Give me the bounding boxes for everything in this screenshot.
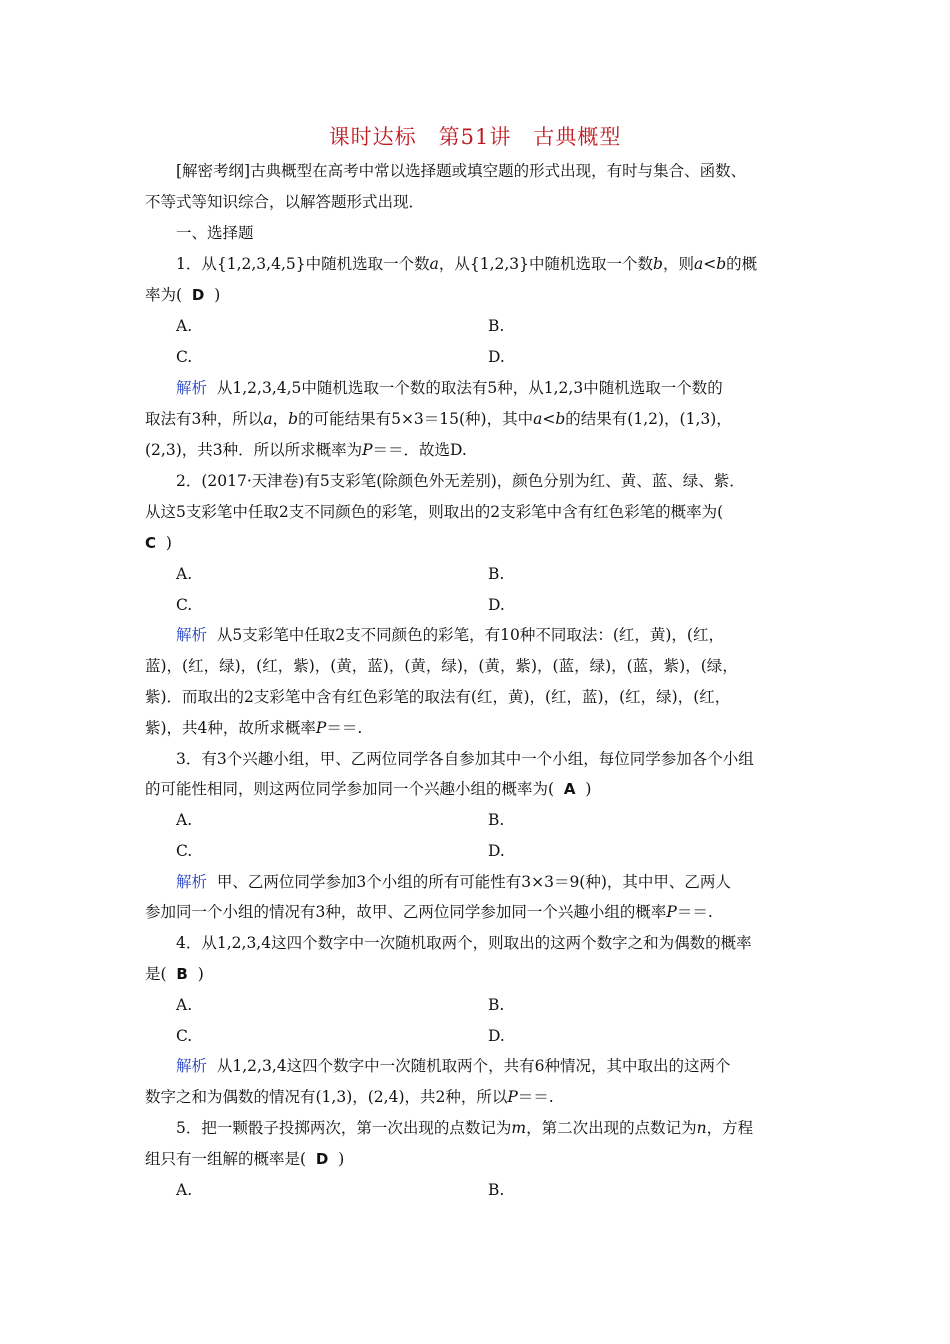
q1-option-a: A.: [176, 317, 193, 335]
q4-option-a: A.: [176, 996, 193, 1014]
q3-solution-text: 参加同一个小组的情况有3种，故甲、乙两位同学参加同一个兴趣小组的概率: [145, 903, 667, 921]
section-heading: 一、选择题: [176, 224, 254, 242]
q5-answer: D: [315, 1150, 329, 1168]
q4-option-c: C.: [176, 1027, 193, 1045]
q3-option-d: D.: [488, 842, 505, 860]
q4-solution-text: 数字之和为偶数的情况有(1,3)，(2,4)，共2种，所以: [145, 1088, 508, 1106]
title-part-2: 第51讲: [438, 125, 512, 149]
q1-text: 的概: [726, 255, 758, 273]
q2-solution-var: P: [315, 719, 327, 737]
q3-solution-label: 解析: [176, 873, 208, 891]
q4-solution-text: 从1,2,3,4这四个数字中一次随机取两个，共有6种情况，其中取出的这两个: [216, 1057, 731, 1075]
q2-line-2: 从这5支彩笔中任取2支不同颜色的彩笔，则取出的2支彩笔中含有红色彩笔的概率为(: [145, 503, 724, 521]
q2-answer: C: [145, 534, 157, 552]
q5-line-1: [176, 1117, 846, 1139]
q1-text: 率为(: [145, 286, 183, 304]
q1-solution-var: a: [263, 410, 273, 428]
q3-solution-line-1: [176, 871, 846, 893]
q5-text: ，方程: [706, 1119, 754, 1137]
q1-cond-a: a: [693, 255, 704, 273]
q1-line-1: [176, 253, 846, 275]
q1-text: ，从{1,2,3}中随机选取一个数: [438, 255, 654, 273]
q2-solution-line-4: [145, 717, 815, 739]
q2-option-b: B.: [488, 565, 505, 583]
q3-solution-line-2: [145, 901, 815, 923]
q2-solution-text: 从5支彩笔中任取2支不同颜色的彩笔，有10种不同取法：(红，黄)，(红，: [216, 626, 724, 644]
q1-solution-line-1: [176, 377, 846, 399]
q1-solution-text: 取法有3种，所以: [145, 410, 264, 428]
q4-solution-line-1: [176, 1055, 846, 1077]
q2-option-a: A.: [176, 565, 193, 583]
q2-solution-line-3: 紫)．而取出的2支彩笔中含有红色彩笔的取法有(红，黄)，(红，蓝)，(红，绿)，(红，: [145, 688, 731, 706]
q1-line-2: [145, 284, 815, 306]
q4-text: 是(: [145, 965, 167, 983]
q4-solution-var: P: [507, 1088, 518, 1106]
q5-option-a: A.: [176, 1181, 193, 1199]
q5-option-b: B.: [488, 1181, 505, 1199]
q1-option-b: B.: [488, 317, 505, 335]
title-part-3: 古典概型: [533, 125, 622, 149]
q1-var-b: b: [653, 255, 663, 273]
q4-solution-label: 解析: [176, 1057, 208, 1075]
q3-line-1: 3．有3个兴趣小组，甲、乙两位同学各自参加其中一个小组，每位同学参加各个小组: [176, 750, 754, 768]
q1-solution-text: ，: [272, 410, 289, 428]
q1-solution-var: b: [555, 410, 566, 428]
q4-close: ): [197, 965, 204, 983]
q1-solution-text: <: [542, 410, 556, 428]
q4-option-b: B.: [488, 996, 505, 1014]
q1-lt: <: [703, 255, 717, 273]
q1-answer: D: [191, 286, 205, 304]
q1-solution-var: a: [533, 410, 543, 428]
q5-text: 组只有一组解的概率是(: [145, 1150, 307, 1168]
q2-option-d: D.: [488, 596, 505, 614]
q5-text: 5．把一颗骰子投掷两次，第一次出现的点数记为: [176, 1119, 512, 1137]
q5-text: ，第二次出现的点数记为: [526, 1119, 697, 1137]
intro-line-2: 不等式等知识综合，以解答题形式出现．: [145, 193, 425, 211]
q2-close: ): [165, 534, 172, 552]
q3-solution-var: P: [666, 903, 677, 921]
q3-option-a: A.: [176, 811, 193, 829]
q4-solution-text: ＝＝.: [517, 1088, 554, 1106]
q2-solution-text: ＝＝.: [326, 719, 363, 737]
q3-line-2: [145, 778, 815, 800]
q2-solution-text: 紫)，共4种，故所求概率: [145, 719, 316, 737]
title-part-1: 课时达标: [328, 125, 417, 149]
q3-text: 的可能性相同，则这两位同学参加同一个兴趣小组的概率为(: [145, 780, 555, 798]
q1-solution-text: 从1,2,3,4,5中随机选取一个数的取法有5种，从1,2,3中随机选取一个数的: [216, 379, 723, 397]
q2-solution-line-1: [176, 624, 846, 646]
q1-cond-b: b: [716, 255, 727, 273]
q4-answer: B: [176, 965, 188, 983]
q1-solution-var: P: [362, 441, 373, 459]
q2-line-3: [145, 532, 815, 554]
q1-solution-line-3: [145, 439, 815, 461]
q1-solution-text: ＝＝．故选D.: [372, 441, 467, 459]
q1-solution-var: b: [288, 410, 299, 428]
q1-text: 1．从{1,2,3,4,5}中随机选取一个数: [176, 255, 430, 273]
q2-solution-line-2: 蓝)，(红，绿)，(红，紫)，(黄，蓝)，(黄，绿)，(黄，紫)，(蓝，绿)，(蓝，紫)，(绿，: [145, 657, 738, 675]
q2-line-1: 2．(2017·天津卷)有5支彩笔(除颜色外无差别)，颜色分别为红、黄、蓝、绿、紫．: [176, 472, 745, 490]
q1-solution-text: (2,3)，共3种．所以所求概率为: [145, 441, 363, 459]
q3-close: ): [585, 780, 592, 798]
q3-option-c: C.: [176, 842, 193, 860]
q2-option-c: C.: [176, 596, 193, 614]
q5-close: ): [338, 1150, 345, 1168]
page-title: [0, 121, 950, 151]
q3-answer: A: [563, 780, 576, 798]
q1-solution-label: 解析: [176, 379, 208, 397]
q5-line-2: [145, 1148, 815, 1170]
q1-option-d: D.: [488, 348, 505, 366]
q1-solution-text: 的结果有(1,2)，(1,3)，: [565, 410, 732, 428]
q4-solution-line-2: [145, 1086, 815, 1108]
q1-text: ，则: [662, 255, 694, 273]
q5-var-n: n: [696, 1119, 707, 1137]
q1-solution-line-2: [145, 408, 815, 430]
q3-option-b: B.: [488, 811, 505, 829]
q1-close: ): [214, 286, 221, 304]
q4-line-1: 4．从1,2,3,4这四个数字中一次随机取两个，则取出的这两个数字之和为偶数的概率: [176, 934, 752, 952]
q3-solution-text: ＝＝.: [676, 903, 713, 921]
q5-var-m: m: [511, 1119, 527, 1137]
intro-line-1: [解密考纲]古典概型在高考中常以选择题或填空题的形式出现，有时与集合、函数、: [176, 162, 747, 180]
q2-solution-label: 解析: [176, 626, 208, 644]
q1-var-a: a: [429, 255, 439, 273]
q4-line-2: [145, 963, 815, 985]
q4-option-d: D.: [488, 1027, 505, 1045]
q1-option-c: C.: [176, 348, 193, 366]
q1-solution-text: 的可能结果有5×3＝15(种)，其中: [298, 410, 534, 428]
q3-solution-text: 甲、乙两位同学参加3个小组的所有可能性有3×3＝9(种)，其中甲、乙两人: [216, 873, 731, 891]
